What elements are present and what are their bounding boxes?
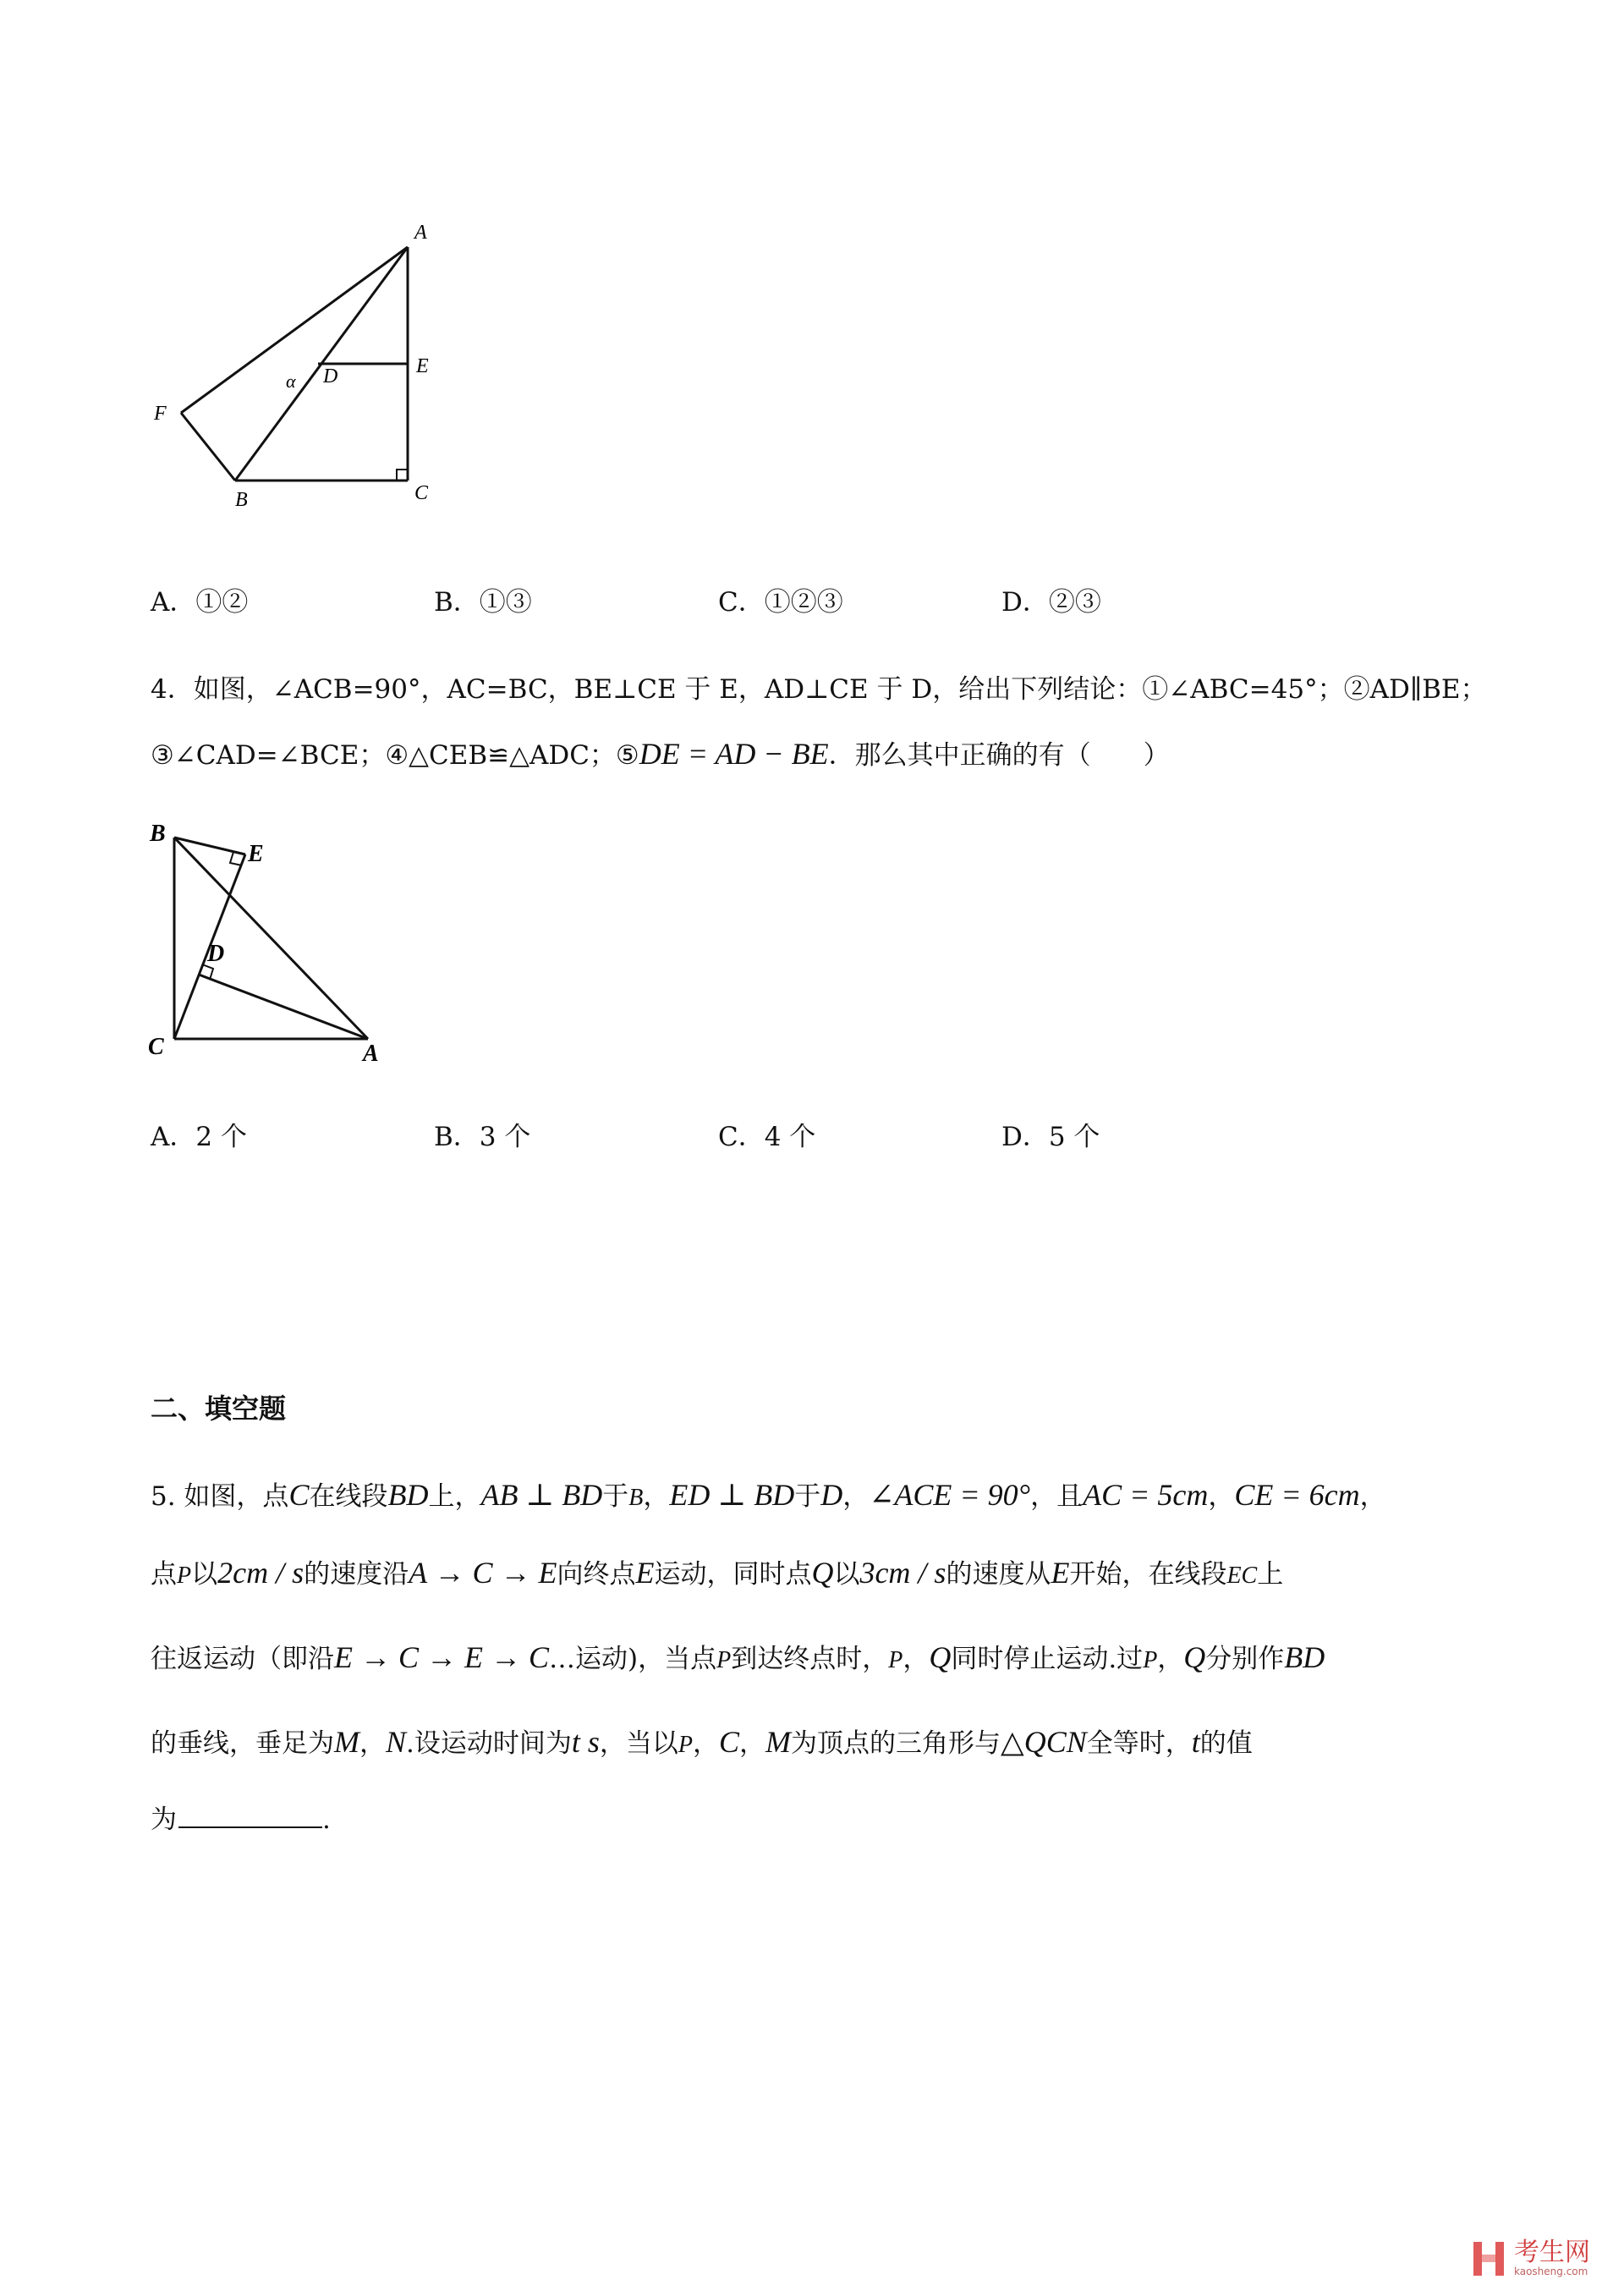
q5-text: …运动)，当点 xyxy=(549,1644,717,1674)
q5-math: N xyxy=(386,1725,407,1759)
q5-math: A → C → E xyxy=(409,1556,557,1590)
label-d: D xyxy=(207,941,225,967)
q5-text: ， xyxy=(359,1728,386,1759)
q5-text: ， xyxy=(1208,1481,1235,1512)
q5-text: . xyxy=(322,1804,331,1835)
q5-text: 的速度从 xyxy=(946,1559,1051,1590)
q5-text: 向终点 xyxy=(557,1559,636,1590)
watermark-text: 考生网 xyxy=(1514,2238,1590,2267)
label-b: B xyxy=(235,489,248,511)
q5-text: 往返运动（即沿 xyxy=(151,1644,334,1674)
q5-math: Q xyxy=(1183,1640,1206,1674)
label-c: C xyxy=(414,482,429,504)
q5-text: 开始，在线段 xyxy=(1069,1559,1227,1590)
q5-text: 于 xyxy=(794,1481,821,1512)
label-d: D xyxy=(323,365,338,387)
q5-math: P xyxy=(888,1647,903,1673)
q5-math: BD xyxy=(387,1478,429,1512)
q4-option-c: C．4 个 xyxy=(718,1122,816,1152)
watermark-subtext: kaosheng.com xyxy=(1514,2266,1588,2277)
q5-math: t s xyxy=(571,1725,600,1759)
q4-line2-prefix: ③∠CAD=∠BCE；④△CEB≌△ADC；⑤ xyxy=(151,740,639,771)
q5-line1 xyxy=(151,1474,1386,1519)
q5-text: 在线段 xyxy=(309,1481,388,1512)
q5-text: ， xyxy=(903,1644,930,1674)
q5-text: 运动，同时点 xyxy=(654,1559,812,1590)
kaosheng-logo-icon xyxy=(1472,2240,1506,2277)
q5-math: AC = 5cm xyxy=(1083,1478,1209,1512)
q5-line3 xyxy=(151,1636,1325,1682)
segment-fb xyxy=(181,413,235,481)
q5-math: E → C → E → C xyxy=(334,1640,550,1674)
q5-text: ，当以 xyxy=(599,1728,678,1759)
q5-math: P xyxy=(177,1563,192,1589)
q5-text: ， xyxy=(1359,1481,1386,1512)
segment-ad xyxy=(199,975,368,1039)
q5-math: 2cm / s xyxy=(217,1556,304,1590)
q5-math: D xyxy=(820,1478,843,1512)
watermark-logo xyxy=(1472,2240,1590,2277)
q5-text: 到达终点时， xyxy=(731,1644,889,1674)
q5-text: 的垂线，垂足为 xyxy=(151,1728,334,1759)
q4-line2-suffix: ．那么其中正确的有（ ） xyxy=(828,740,1170,771)
q5-text: 为顶点的三角形与 xyxy=(791,1728,1001,1759)
q5-math: BD xyxy=(1284,1640,1325,1674)
q5-math: B xyxy=(628,1485,644,1511)
q5-math: t xyxy=(1191,1725,1200,1759)
q5-math: P xyxy=(1143,1647,1158,1673)
right-angle-c xyxy=(397,470,408,481)
q5-line2 xyxy=(151,1552,1283,1597)
q5-text: 上 xyxy=(1257,1559,1284,1590)
q5-math: P xyxy=(678,1732,693,1758)
q5-text: ， xyxy=(842,1481,870,1512)
label-c: C xyxy=(148,1034,164,1060)
q5-text: 全等时， xyxy=(1086,1728,1192,1759)
q5-text: 以 xyxy=(191,1559,218,1590)
q5-math: 3cm / s xyxy=(859,1556,946,1590)
label-e: E xyxy=(248,841,264,867)
label-a: A xyxy=(363,1041,379,1067)
question4-figure xyxy=(140,812,393,1066)
q5-line5 xyxy=(151,1799,331,1841)
q5-math: Q xyxy=(929,1640,952,1674)
q3-option-d: D．②③ xyxy=(1001,587,1101,618)
q5-text: 的速度沿 xyxy=(304,1559,409,1590)
q4-formula: DE = AD − BE xyxy=(639,737,829,771)
label-a: A xyxy=(414,222,427,244)
label-b: B xyxy=(150,821,166,847)
q5-math: AB ⊥ BD xyxy=(480,1478,603,1512)
q5-math: Q xyxy=(811,1556,834,1590)
q5-math: ∠ACE = 90° xyxy=(869,1478,1031,1512)
q5-math: CE = 6cm xyxy=(1234,1478,1360,1512)
q5-math: M xyxy=(334,1725,359,1759)
q5-text: ，且 xyxy=(1030,1481,1084,1512)
q5-text: 以 xyxy=(833,1559,860,1590)
q5-math: △QCN xyxy=(1001,1725,1087,1759)
q5-text: .设运动时间为 xyxy=(406,1728,572,1759)
q4-line2 xyxy=(151,733,1170,777)
q5-math: E xyxy=(635,1556,655,1590)
q5-math: E xyxy=(1051,1556,1070,1590)
q3-option-c: C．①②③ xyxy=(718,587,843,618)
q3-option-a: A．①② xyxy=(151,587,249,618)
q5-math: C xyxy=(719,1725,740,1759)
label-alpha: α xyxy=(286,371,296,392)
q5-text: 上， xyxy=(428,1481,481,1512)
q5-math: EC xyxy=(1226,1563,1258,1589)
q5-math: P xyxy=(716,1647,732,1673)
label-e: E xyxy=(416,355,429,377)
q5-text: ， xyxy=(1157,1644,1184,1674)
segment-ab xyxy=(174,838,368,1039)
label-f: F xyxy=(154,403,167,425)
section-title-fill-in-blank: 二、填空题 xyxy=(151,1392,287,1425)
q4-line1: 4．如图，∠ACB=90°，AC=BC，BE⊥CE 于 E，AD⊥CE 于 D，给出下列结论：①∠ABC=45°；②AD∥BE； xyxy=(151,674,1487,705)
q5-text: ， xyxy=(643,1481,670,1512)
q5-text: 同时停止运动.过 xyxy=(951,1644,1144,1674)
q5-text: 分别作 xyxy=(1205,1644,1285,1674)
q5-line4 xyxy=(151,1721,1253,1766)
q5-math: C xyxy=(288,1478,310,1512)
segment-be xyxy=(174,838,245,854)
q5-text: 为 xyxy=(151,1804,177,1835)
answer-blank[interactable] xyxy=(178,1801,322,1828)
question3-figure xyxy=(135,211,491,511)
q4-option-d: D．5 个 xyxy=(1001,1122,1100,1152)
q5-math: M xyxy=(765,1725,792,1759)
q5-math: ED ⊥ BD xyxy=(669,1478,795,1512)
q4-option-b: B．3 个 xyxy=(434,1122,531,1152)
q4-option-a: A．2 个 xyxy=(151,1122,247,1152)
q3-option-b: B．①③ xyxy=(434,587,532,618)
q5-text: ， xyxy=(693,1728,719,1759)
q5-text: 5. 如图，点 xyxy=(151,1481,289,1512)
q5-text: 点 xyxy=(151,1559,177,1590)
q5-text: 于 xyxy=(602,1481,629,1512)
q5-text: 的值 xyxy=(1199,1728,1253,1759)
q5-text: ， xyxy=(739,1728,766,1759)
